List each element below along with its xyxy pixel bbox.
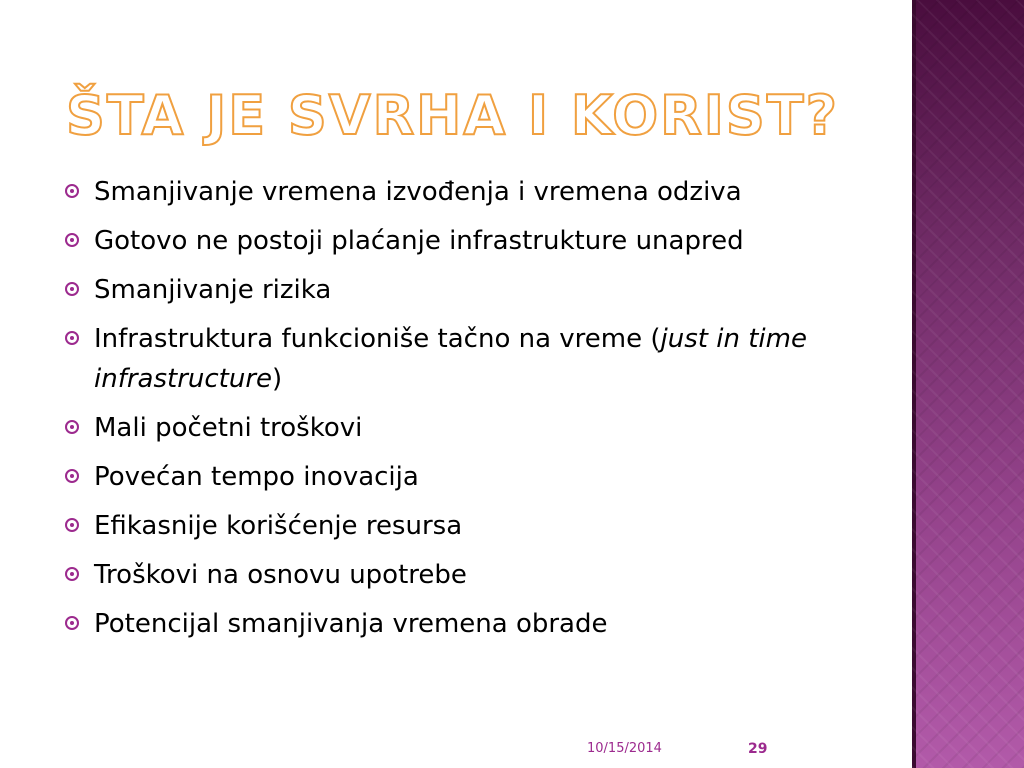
bullet-text: Mali početni troškovi <box>94 413 363 443</box>
bullet-text: Gotovo ne postoji plaćanje infrastrukture unapred <box>94 226 744 256</box>
bullet-item <box>64 270 864 310</box>
bullet-list <box>64 172 864 653</box>
bullet-item <box>64 457 864 497</box>
bullet-text: Infrastruktura funkcioniše tačno na vreme ( <box>94 324 661 354</box>
bullet-item <box>64 506 864 546</box>
slide-title: ŠTA JE SVRHA I KORIST? <box>66 84 839 147</box>
bullet-text: Potencijal smanjivanja vremena obrade <box>94 609 608 639</box>
bullet-text: Efikasnije korišćenje resursa <box>94 511 463 541</box>
circle-dot-bullet-icon <box>65 518 79 532</box>
bullet-text-suffix: ) <box>272 364 283 394</box>
decorative-side-band <box>912 0 1024 768</box>
bullet-text: Smanjivanje vremena izvođenja i vremena odziva <box>94 177 742 207</box>
bullet-text: Povećan tempo inovacija <box>94 462 419 492</box>
bullet-item <box>64 172 864 212</box>
bullet-text-italic: just in time infrastructure <box>94 324 807 394</box>
circle-dot-bullet-icon <box>65 469 79 483</box>
slide-number: 29 <box>748 741 768 757</box>
bullet-item <box>64 221 864 261</box>
bullet-item <box>64 319 864 399</box>
circle-dot-bullet-icon <box>65 616 79 630</box>
footer-date: 10/15/2014 <box>587 741 662 756</box>
bullet-item <box>64 555 864 595</box>
bullet-item <box>64 408 864 448</box>
circle-dot-bullet-icon <box>65 567 79 581</box>
bullet-text: Troškovi na osnovu upotrebe <box>94 560 467 590</box>
bullet-text: Smanjivanje rizika <box>94 275 332 305</box>
circle-dot-bullet-icon <box>65 420 79 434</box>
circle-dot-bullet-icon <box>65 233 79 247</box>
circle-dot-bullet-icon <box>65 184 79 198</box>
circle-dot-bullet-icon <box>65 331 79 345</box>
circle-dot-bullet-icon <box>65 282 79 296</box>
bullet-item <box>64 604 864 644</box>
